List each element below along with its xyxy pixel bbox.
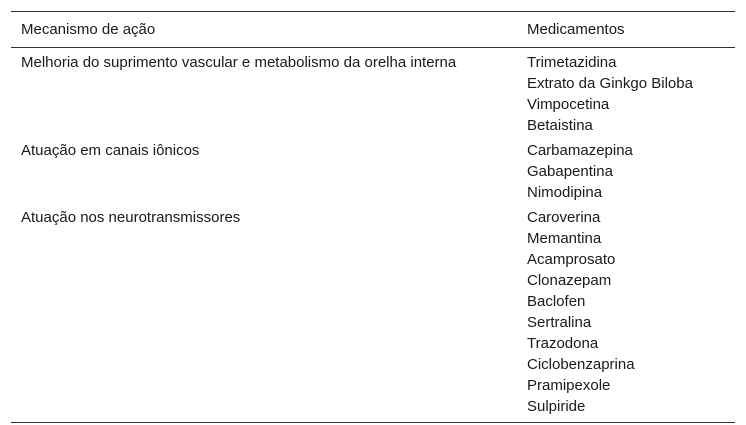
mechanism-cell: Atuação nos neurotransmissores (21, 209, 241, 226)
header-row (11, 12, 735, 48)
drug-item: Sertralina (527, 314, 592, 331)
drugs-cell (517, 205, 735, 423)
drug-item: Ciclobenzaprina (527, 356, 635, 373)
drug-item: Clonazepam (527, 272, 612, 289)
drugs-cell (517, 138, 735, 205)
header-mechanism: Mecanismo de ação (21, 21, 156, 38)
drug-item: Sulpiride (527, 398, 586, 415)
drug-item: Betaistina (527, 117, 593, 134)
drug-item: Trazodona (527, 335, 599, 352)
table-row (11, 138, 735, 205)
mechanism-cell: Melhoria do suprimento vascular e metabolismo da orelha interna (21, 54, 457, 71)
drug-item: Trimetazidina (527, 54, 617, 71)
table-header (11, 12, 735, 48)
drug-item: Vimpocetina (527, 96, 610, 113)
drug-item: Nimodipina (527, 184, 603, 201)
drug-item: Gabapentina (527, 163, 613, 180)
header-drugs: Medicamentos (527, 21, 625, 38)
drug-item: Carbamazepina (527, 142, 633, 159)
table-row (11, 48, 735, 139)
drug-item: Baclofen (527, 293, 586, 310)
mechanism-cell: Atuação em canais iônicos (21, 142, 200, 159)
drugs-cell (517, 48, 735, 139)
drug-item: Memantina (527, 230, 602, 247)
medication-table-container (11, 11, 735, 423)
drug-item: Extrato da Ginkgo Biloba (527, 75, 693, 92)
drug-item: Acamprosato (527, 251, 616, 268)
medication-table (11, 11, 735, 423)
drug-item: Pramipexole (527, 377, 611, 394)
table-row (11, 205, 735, 423)
table-body (11, 48, 735, 423)
drug-item: Caroverina (527, 209, 601, 226)
